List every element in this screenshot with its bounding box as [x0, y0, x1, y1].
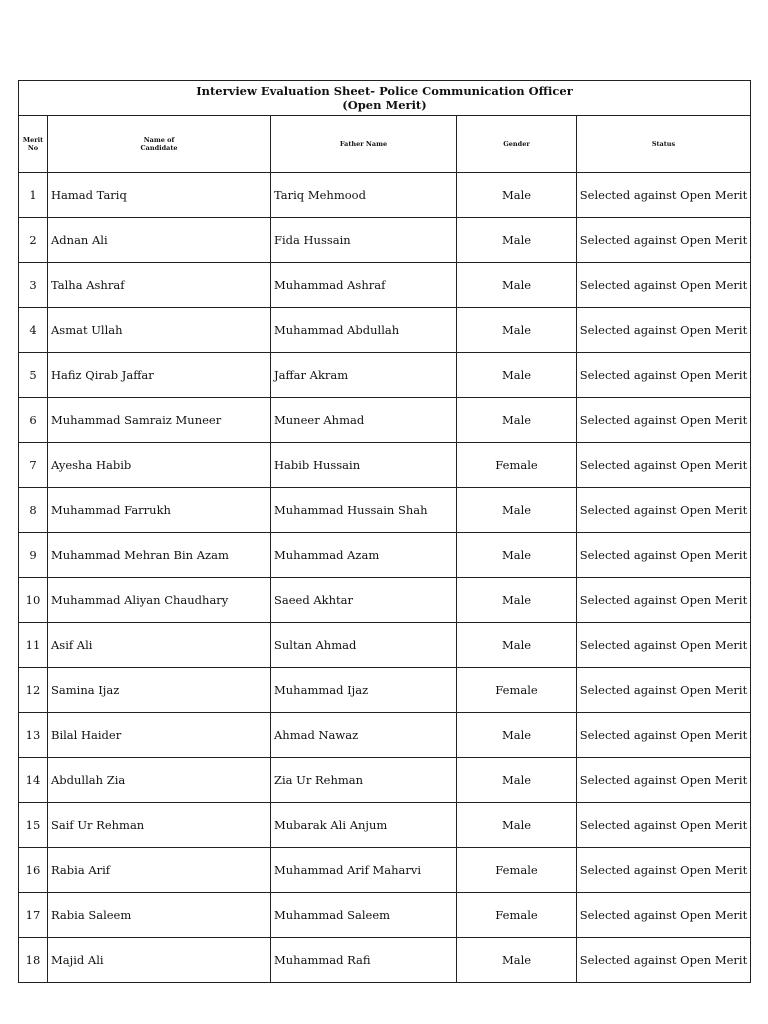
father-name-cell: Mubarak Ali Anjum: [271, 803, 457, 848]
status-cell: Selected against Open Merit: [577, 848, 751, 893]
gender-cell: Female: [457, 443, 577, 488]
father-name-cell: Saeed Akhtar: [271, 578, 457, 623]
father-name-cell: Muhammad Ashraf: [271, 263, 457, 308]
status-cell: Selected against Open Merit: [577, 218, 751, 263]
table-row: [19, 443, 751, 488]
gender-cell: Male: [457, 533, 577, 578]
merit-no-cell: 18: [19, 938, 48, 983]
gender-cell: Female: [457, 848, 577, 893]
header-father-name: Father Name: [271, 116, 457, 173]
table-body: [19, 173, 751, 983]
status-cell: Selected against Open Merit: [577, 623, 751, 668]
table-row: [19, 308, 751, 353]
candidate-name-cell: Talha Ashraf: [48, 263, 271, 308]
table-row: [19, 623, 751, 668]
status-cell: Selected against Open Merit: [577, 758, 751, 803]
father-name-cell: Habib Hussain: [271, 443, 457, 488]
status-cell: Selected against Open Merit: [577, 263, 751, 308]
gender-cell: Male: [457, 353, 577, 398]
merit-no-cell: 1: [19, 173, 48, 218]
gender-cell: Male: [457, 398, 577, 443]
candidate-name-cell: Ayesha Habib: [48, 443, 271, 488]
header-name-line2: Candidate: [140, 144, 178, 152]
candidate-name-cell: Asmat Ullah: [48, 308, 271, 353]
candidate-name-cell: Rabia Arif: [48, 848, 271, 893]
table-row: [19, 488, 751, 533]
candidate-name-cell: Abdullah Zia: [48, 758, 271, 803]
gender-cell: Male: [457, 173, 577, 218]
gender-cell: Male: [457, 938, 577, 983]
father-name-cell: Tariq Mehmood: [271, 173, 457, 218]
candidate-name-cell: Bilal Haider: [48, 713, 271, 758]
status-cell: Selected against Open Merit: [577, 173, 751, 218]
table-row: [19, 173, 751, 218]
header-merit-no: [19, 116, 48, 173]
merit-no-cell: 4: [19, 308, 48, 353]
father-name-cell: Zia Ur Rehman: [271, 758, 457, 803]
status-cell: Selected against Open Merit: [577, 713, 751, 758]
status-cell: Selected against Open Merit: [577, 308, 751, 353]
evaluation-table: [18, 80, 751, 983]
candidate-name-cell: Hamad Tariq: [48, 173, 271, 218]
table-row: [19, 758, 751, 803]
status-cell: Selected against Open Merit: [577, 668, 751, 713]
merit-no-cell: 16: [19, 848, 48, 893]
merit-no-cell: 13: [19, 713, 48, 758]
table-row: [19, 713, 751, 758]
sheet-subtitle: (Open Merit): [342, 98, 427, 112]
status-cell: Selected against Open Merit: [577, 443, 751, 488]
candidate-name-cell: Muhammad Aliyan Chaudhary: [48, 578, 271, 623]
candidate-name-cell: Rabia Saleem: [48, 893, 271, 938]
merit-no-cell: 2: [19, 218, 48, 263]
merit-no-cell: 7: [19, 443, 48, 488]
father-name-cell: Ahmad Nawaz: [271, 713, 457, 758]
table-row: [19, 803, 751, 848]
merit-no-cell: 14: [19, 758, 48, 803]
merit-no-cell: 11: [19, 623, 48, 668]
table-row: [19, 668, 751, 713]
table-row: [19, 218, 751, 263]
father-name-cell: Muneer Ahmad: [271, 398, 457, 443]
status-cell: Selected against Open Merit: [577, 398, 751, 443]
father-name-cell: Muhammad Saleem: [271, 893, 457, 938]
gender-cell: Female: [457, 668, 577, 713]
gender-cell: Male: [457, 263, 577, 308]
gender-cell: Male: [457, 578, 577, 623]
candidate-name-cell: Asif Ali: [48, 623, 271, 668]
candidate-name-cell: Muhammad Samraiz Muneer: [48, 398, 271, 443]
father-name-cell: Fida Hussain: [271, 218, 457, 263]
table-row: [19, 353, 751, 398]
merit-no-cell: 3: [19, 263, 48, 308]
candidate-name-cell: Muhammad Mehran Bin Azam: [48, 533, 271, 578]
status-cell: Selected against Open Merit: [577, 488, 751, 533]
sheet-title-cell: [19, 81, 751, 116]
header-gender: Gender: [457, 116, 577, 173]
candidate-name-cell: Saif Ur Rehman: [48, 803, 271, 848]
table-row: [19, 938, 751, 983]
merit-no-cell: 5: [19, 353, 48, 398]
merit-no-cell: 8: [19, 488, 48, 533]
gender-cell: Female: [457, 893, 577, 938]
table-row: [19, 578, 751, 623]
father-name-cell: Jaffar Akram: [271, 353, 457, 398]
table-row: [19, 893, 751, 938]
gender-cell: Male: [457, 713, 577, 758]
header-candidate-name: [48, 116, 271, 173]
header-row: [19, 116, 751, 173]
merit-no-cell: 10: [19, 578, 48, 623]
candidate-name-cell: Majid Ali: [48, 938, 271, 983]
father-name-cell: Muhammad Abdullah: [271, 308, 457, 353]
header-merit-line1: Merit: [22, 136, 44, 144]
merit-no-cell: 15: [19, 803, 48, 848]
gender-cell: Male: [457, 218, 577, 263]
status-cell: Selected against Open Merit: [577, 533, 751, 578]
gender-cell: Male: [457, 623, 577, 668]
father-name-cell: Sultan Ahmad: [271, 623, 457, 668]
father-name-cell: Muhammad Rafi: [271, 938, 457, 983]
merit-no-cell: 9: [19, 533, 48, 578]
candidate-name-cell: Samina Ijaz: [48, 668, 271, 713]
table-row: [19, 533, 751, 578]
father-name-cell: Muhammad Arif Maharvi: [271, 848, 457, 893]
status-cell: Selected against Open Merit: [577, 893, 751, 938]
father-name-cell: Muhammad Azam: [271, 533, 457, 578]
status-cell: Selected against Open Merit: [577, 578, 751, 623]
header-status: Status: [577, 116, 751, 173]
table-row: [19, 398, 751, 443]
gender-cell: Male: [457, 488, 577, 533]
father-name-cell: Muhammad Ijaz: [271, 668, 457, 713]
candidate-name-cell: Hafiz Qirab Jaffar: [48, 353, 271, 398]
status-cell: Selected against Open Merit: [577, 353, 751, 398]
candidate-name-cell: Muhammad Farrukh: [48, 488, 271, 533]
merit-no-cell: 6: [19, 398, 48, 443]
table-row: [19, 848, 751, 893]
merit-no-cell: 17: [19, 893, 48, 938]
table-row: [19, 263, 751, 308]
gender-cell: Male: [457, 308, 577, 353]
sheet-title: Interview Evaluation Sheet- Police Communication Officer: [196, 84, 573, 98]
header-merit-line2: No: [27, 144, 39, 152]
header-name-line1: Name of: [143, 136, 175, 144]
gender-cell: Male: [457, 758, 577, 803]
status-cell: Selected against Open Merit: [577, 803, 751, 848]
merit-no-cell: 12: [19, 668, 48, 713]
gender-cell: Male: [457, 803, 577, 848]
father-name-cell: Muhammad Hussain Shah: [271, 488, 457, 533]
status-cell: Selected against Open Merit: [577, 938, 751, 983]
candidate-name-cell: Adnan Ali: [48, 218, 271, 263]
